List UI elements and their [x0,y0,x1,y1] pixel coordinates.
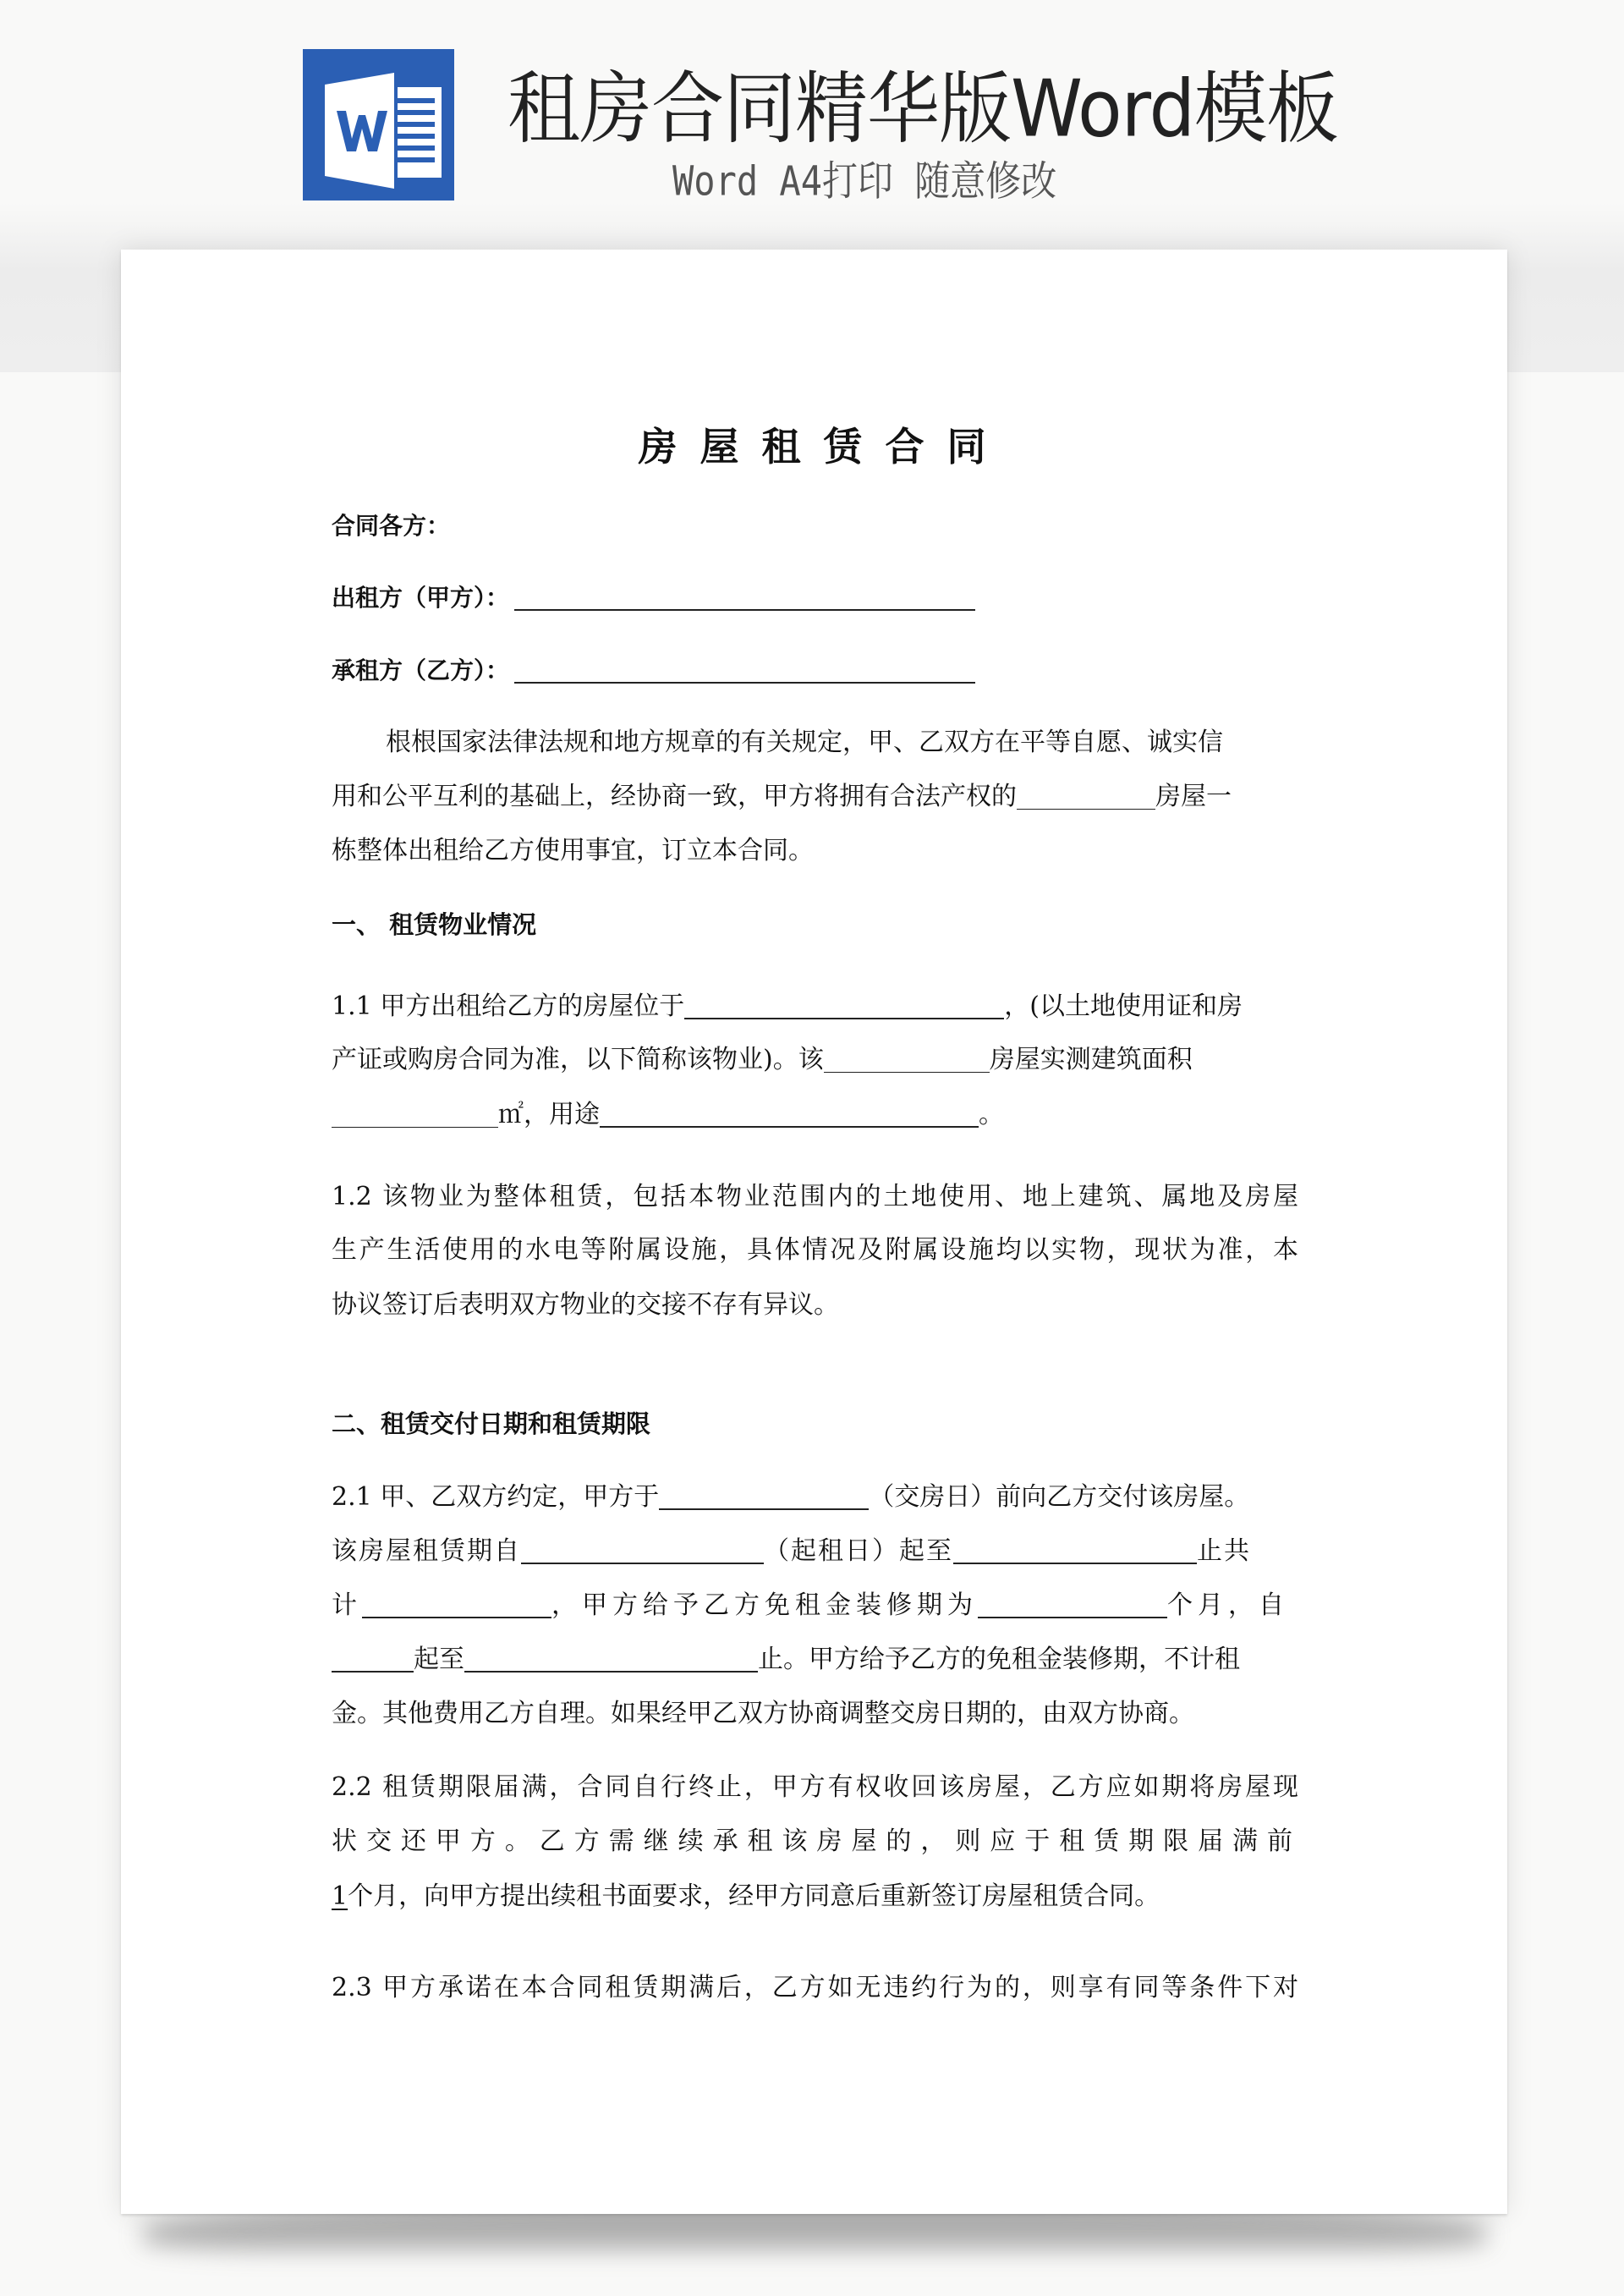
clause-2-2-line-1: 2.2 租赁期限届满，合同自行终止，甲方有权收回该房屋，乙方应如期将房屋现 [332,1772,1298,1802]
clause-text: 个月，向甲方提出续租书面要求，经甲方同意后重新签订房屋租赁合同。 [348,1881,1160,1911]
word-logo-graphic [303,49,454,200]
clause-2-1-line-3 [332,1579,1298,1633]
property-name-field[interactable] [1017,775,1155,810]
clause-2-1-line-4 [332,1633,1298,1687]
parties-label: 合同各方： [332,512,451,540]
clause-text: （交房日）前向乙方交付该房屋。 [869,1482,1250,1512]
clause-text: 1.1 甲方出租给乙方的房屋位于 [332,991,685,1021]
fit-out-end-field[interactable] [464,1637,758,1673]
section-1-heading: 一、 租赁物业情况 [332,910,537,939]
renewal-notice-months[interactable]: 1 [332,1881,348,1911]
clause-1-2-line-1: 1.2 该物业为整体租赁，包括本物业范围内的土地使用、地上建筑、属地及房屋 [332,1182,1298,1211]
document-title: 房屋租赁合同 [638,424,1009,470]
clause-text: 止共 [1197,1536,1251,1566]
lease-duration-field[interactable] [362,1583,551,1618]
lessor-name-field[interactable] [514,575,975,611]
usage-field[interactable] [600,1092,979,1128]
clause-1-1-line-1 [332,980,1298,1034]
clause-2-2-line-2: 状交还甲方。乙方需继续承租该房屋的，则应于租赁期限届满前 [332,1826,1298,1856]
lessee-label: 承租方（乙方）： [332,656,510,684]
property-location-field[interactable] [684,984,1004,1019]
fit-out-period-field[interactable] [978,1583,1167,1618]
lessor-label: 出租方（甲方）： [332,584,510,612]
banner-subtitle: Word A4打印 随意修改 [672,157,1057,205]
clause-text: ，(以土地使用证和房 [1004,991,1243,1021]
section-2-heading: 二、租赁交付日期和租赁期限 [332,1409,651,1438]
intro-line-3: 栋整体出租给乙方使用事宜，订立本合同。 [332,836,814,865]
clause-1-1-line-3 [332,1088,1298,1142]
intro-line-1: 根根国家法律法规和地方规章的有关规定，甲、乙双方在平等自愿、诚实信 [386,728,1223,757]
clause-text: 产证或购房合同为准，以下简称该物业)。该 [332,1045,824,1074]
banner-title: 租房合同精华版Word模板 [508,63,1339,156]
lessor-row [332,571,1298,625]
fit-out-start-field[interactable] [332,1637,414,1673]
intro-line-2 [332,770,1298,824]
floor-area-field[interactable] [332,1093,498,1128]
clause-1-2-line-3: 协议签订后表明双方物业的交接不存有异议。 [332,1290,839,1320]
clause-2-1-line-5: 金。其他费用乙方自理。如果经甲乙双方协商调整交房日期的，由双方协商。 [332,1699,1194,1728]
handover-date-field[interactable] [659,1475,869,1510]
clause-2-1-line-1 [332,1470,1298,1524]
clause-text: （起租日）起至 [764,1536,953,1566]
lessee-row [332,644,1298,698]
lessee-name-field[interactable] [514,648,975,684]
clause-text: ㎡，用途 [498,1100,600,1129]
word-icon [303,49,454,200]
clause-text: 起至 [414,1645,464,1674]
clause-text: 2.1 甲、乙双方约定，甲方于 [332,1482,660,1512]
clause-2-3-line-1: 2.3 甲方承诺在本合同租赁期满后，乙方如无违约行为的，则享有同等条件下对 [332,1973,1298,2002]
clause-2-1-line-2 [332,1524,1298,1579]
clause-text: 该房屋租赁期自 [332,1536,521,1566]
intro-text: 用和公平互利的基础上，经协商一致，甲方将拥有合法产权的 [332,782,1017,811]
clause-text: 止。甲方给予乙方的免租金装修期，不计租 [758,1645,1240,1674]
property-type-field[interactable] [824,1038,990,1073]
clause-text: 。 [979,1100,1004,1129]
clause-text: 计 [332,1590,362,1620]
clause-text: 房屋实测建筑面积 [989,1045,1193,1074]
clause-text: ，甲方给予乙方免租金装修期为 [551,1590,978,1620]
clause-1-1-line-2 [332,1033,1298,1087]
intro-text: 房屋一 [1155,782,1232,811]
lease-end-date-field[interactable] [953,1529,1197,1564]
clause-1-2-line-2: 生产生活使用的水电等附属设施，具体情况及附属设施均以实物，现状为准，本 [332,1235,1298,1265]
clause-text: 个月，自 [1167,1590,1289,1620]
lease-start-date-field[interactable] [521,1529,764,1564]
clause-2-2-line-3 [332,1870,1298,1924]
